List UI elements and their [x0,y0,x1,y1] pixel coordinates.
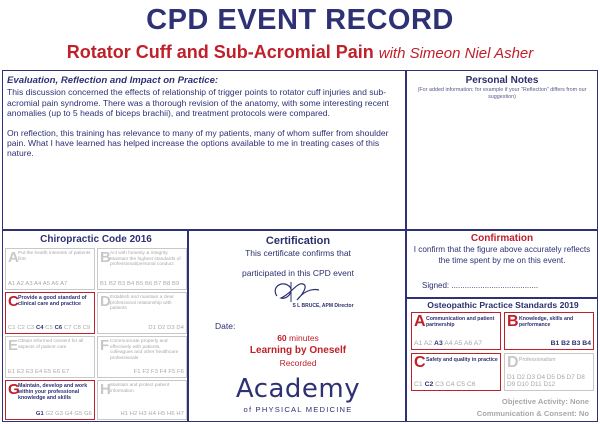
osteo-cell-codes: B1 B2 B3 B4 [550,340,591,347]
event-presenter: with Simeon Niel Asher [378,45,534,62]
signed-field[interactable]: Signed: ....................................... [422,281,539,290]
cert-heading: Certification [265,235,331,247]
cert-method: Learning by Oneself [249,345,347,356]
chiro-cell-desc: Provide a good standard of clinical care and practice [18,295,87,307]
chiro-cell-desc: Put the health interests of patients first [18,251,91,262]
notes-subtext: (For added information; for example if your "Reflection" differs from our suggestion) [417,87,587,100]
cert-line-2: participated in this CPD event [242,268,354,278]
osteo-cell-a [411,312,501,350]
chiro-cell-desc: Obtain informed consent for all aspects of patient care [18,339,84,350]
communication-consent: Communication & Consent: No [476,409,589,418]
osteo-cell-b [504,312,594,350]
chiro-cell-d [97,292,187,334]
cert-director: S L BRUCE, APM Director [292,303,354,309]
chiro-cell-h [97,380,187,420]
chiro-heading: Chiropractic Code 2016 [40,234,152,245]
director-signature [267,278,323,304]
chiro-cell-desc: Act with honesty & integrity. Maintain the highest standards of professional/personal conduct [110,251,181,268]
osteo-cell-desc: Professionalism [519,357,556,363]
chiro-cell-desc: Maintain, develop and work within your professional knowledge and skills [18,383,88,401]
chiro-cell-letter: D [100,293,111,310]
osteo-cell-letter: B [507,313,519,330]
chiro-cell-desc: Communicate properly and effectively with patients, colleagues and other healthcare professionals [110,339,179,361]
chiro-cell-codes: G1 G2 G3 G4 G5 G6 [35,411,92,417]
evaluation-paragraph-2: On reflection, this training has relevance to many of my patients, many of whom suffer from shoulder pain. What I have learned has helped increase the options available to me in treating cases of this nature. [7,127,389,159]
osteo-cell-codes: C1 C2 C3 C4 C5 C6 [414,381,476,388]
osteo-cell-letter: D [507,354,519,371]
osteo-heading: Osteopathic Practice Standards 2019 [427,300,579,310]
chiro-cell-desc: Maintain and protect patient information [110,383,170,394]
confirmation-text: I confirm that the figure above accurately reflects the time spent by me on this event. [413,245,591,265]
page-title: CPD EVENT RECORD [146,4,454,36]
chiro-cell-codes: B1 B2 B3 B4 B5 B6 B7 B8 B9 [100,281,180,287]
chiro-cell-letter: G [8,381,20,398]
chiropractic-code-panel [2,230,188,422]
chiro-cell-desc: Establish and maintain a clear professional relationship with patients [110,295,174,312]
academy-logo-subtitle: of PHYSICAL MEDICINE [243,405,353,414]
osteo-cell-letter: C [414,354,426,371]
confirmation-panel [406,230,598,298]
osteo-cell-desc: Safety and quality in practice [426,357,498,363]
chiro-cell-letter: A [8,249,19,266]
osteo-cell-desc: Communication and patient partnership [426,316,495,328]
chiro-cell-letter: B [100,249,111,266]
cert-line-1: This certificate confirms that [245,248,351,258]
evaluation-heading: Evaluation, Reflection and Impact on Practice: [7,75,219,86]
chiro-cell-codes: E1 E2 E3 E4 E5 E6 E7 [8,369,70,375]
chiro-cell-letter: C [8,293,19,310]
event-title: Rotator Cuff and Sub-Acromial Pain [66,42,374,62]
chiro-cell-e [5,336,95,378]
certification-panel [188,230,406,422]
chiro-cell-g [5,380,95,420]
objective-activity: Objective Activity: None [501,397,589,406]
osteo-cell-letter: A [414,313,426,330]
chiro-cell-codes: A1 A2 A3 A4 A5 A6 A7 [8,281,68,287]
academy-logo: Academy [235,374,361,404]
chiro-cell-letter: H [100,381,111,398]
cert-minutes: 60 minutes [277,333,319,343]
chiro-cell-codes: C1 C2 C3 C4 C5 C6 C7 C8 C9 [8,325,91,331]
chiro-cell-codes: F1 F2 F3 F4 F5 F6 [133,369,184,375]
cert-recorded: Recorded [279,358,317,368]
chiro-cell-letter: E [8,337,19,354]
chiro-cell-b [97,248,187,290]
osteo-cell-desc: Knowledge, skills and performance [519,316,574,328]
chiro-cell-f [97,336,187,378]
osteo-cell-codes: D1 D2 D3 D4 D5 D6 D7 D8 D9 D10 D11 D12 [507,374,585,388]
evaluation-panel [2,70,406,230]
event-subtitle [0,42,600,63]
osteopathic-standards-panel [406,298,598,422]
chiro-cell-a [5,248,95,290]
personal-notes-panel[interactable] [406,70,598,230]
chiro-cell-letter: F [100,337,110,354]
osteo-cell-codes: A1 A2 A3 A4 A5 A6 A7 [414,340,483,347]
evaluation-paragraph-1: This discussion concerned the effects of relationship of trigger points to rotator cuff injuries and sub-acromial pain syndrome. There was a thorough revision of the anatomy, with some interesting recent anomalies (up to 5 heads of biceps brachii), and treatment protocols were compared. [7,87,389,119]
chiro-cell-c [5,292,95,334]
osteo-cell-c [411,353,501,391]
chiro-cell-codes: D1 D2 D3 D4 [148,325,184,331]
notes-heading: Personal Notes [465,75,539,86]
confirmation-heading: Confirmation [470,233,534,244]
chiro-cell-codes: H1 H2 H3 H4 H5 H6 H7 [120,411,184,417]
cert-date-label: Date: [215,321,236,331]
osteo-cell-d [504,353,594,391]
